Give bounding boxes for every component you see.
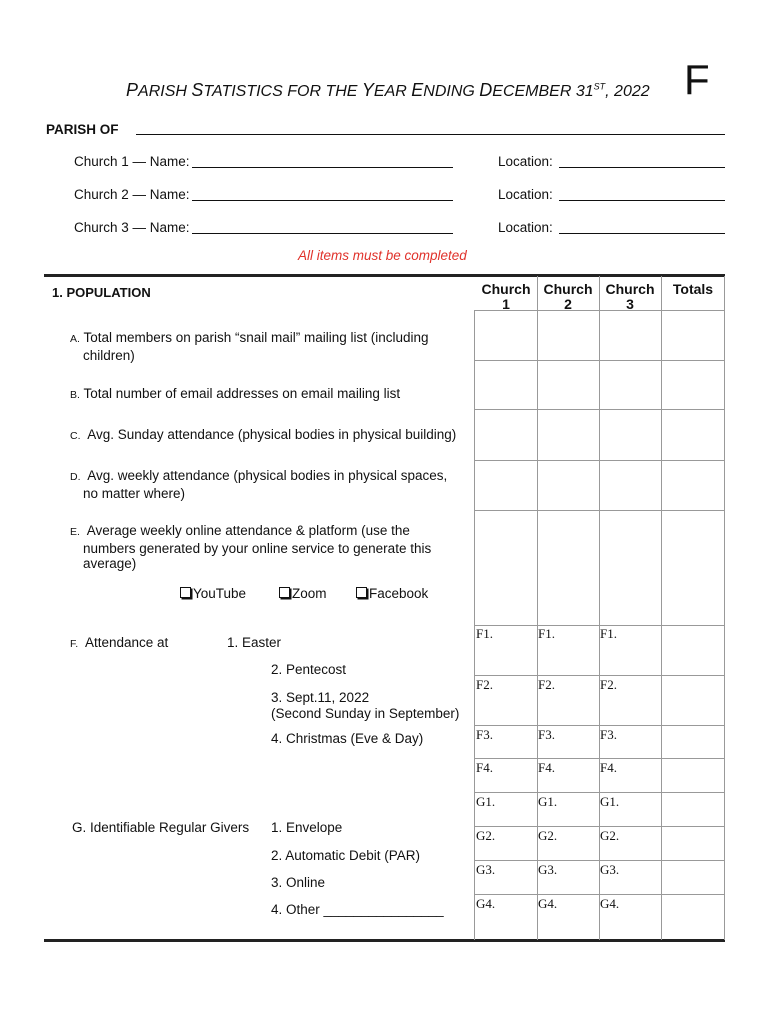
cell-tag: F1. — [538, 626, 555, 641]
church-2-location-label: Location: — [498, 187, 553, 202]
item-f-option-2: 2. Pentecost — [271, 662, 347, 677]
cell-tag: F4. — [600, 760, 617, 775]
checkbox-facebook[interactable]: Facebook — [356, 586, 428, 602]
item-g-option-1: 1. Envelope — [271, 820, 343, 835]
checkbox-youtube[interactable]: YouTube — [180, 586, 246, 602]
item-a: A. Total members on parish “snail mail” mailing list (including children) — [70, 330, 429, 363]
cell-tag: G2. — [600, 828, 620, 843]
church-3-name-label: Church 3 — Name: — [74, 220, 190, 235]
grid-vline — [661, 276, 662, 940]
item-f: F. Attendance at — [70, 635, 169, 650]
grid-hline — [474, 725, 725, 726]
item-b: B. Total number of email addresses on email mailing list — [70, 386, 401, 401]
checkbox-zoom[interactable]: Zoom — [279, 586, 327, 602]
grid-vline — [724, 276, 725, 940]
checkbox-icon — [356, 587, 367, 598]
parish-label: PARISH OF — [46, 122, 119, 137]
item-e: E. Average weekly online attendance & platform (use the numbers generated by your online service to generate this average) — [70, 523, 432, 571]
grid-hline — [474, 860, 725, 861]
item-f-option-1: 1. Easter — [227, 635, 282, 650]
checkbox-icon — [279, 587, 290, 598]
item-g-option-2: 2. Automatic Debit (PAR) — [271, 848, 421, 863]
cell-tag: F4. — [476, 760, 493, 775]
grid-hline — [474, 826, 725, 827]
grid-hline — [474, 758, 725, 759]
grid-hline — [474, 792, 725, 793]
cell-tag: F2. — [476, 677, 493, 692]
item-g: G. Identifiable Regular Givers — [72, 820, 250, 835]
church-1-name-field[interactable] — [192, 167, 453, 168]
grid-hline — [474, 409, 725, 410]
cell-a-church-2[interactable] — [538, 311, 599, 360]
form-title: PARISH STATISTICS FOR THE YEAR ENDING DECEMBER 31ST, 2022 — [126, 80, 650, 100]
grid-hline — [474, 460, 725, 461]
cell-tag: F3. — [538, 727, 555, 742]
column-header-church-1: Church 1 — [481, 281, 531, 312]
cell-tag: G2. — [476, 828, 496, 843]
cell-a-totals[interactable] — [662, 311, 724, 360]
cell-tag: F1. — [476, 626, 493, 641]
completion-notice: All items must be completed — [298, 248, 467, 263]
cell-tag: F1. — [600, 626, 617, 641]
church-1-location-label: Location: — [498, 154, 553, 169]
church-1-name-label: Church 1 — Name: — [74, 154, 190, 169]
table-top-rule — [44, 274, 725, 277]
cell-tag: G3. — [600, 862, 620, 877]
column-header-totals: Totals — [672, 281, 714, 297]
cell-tag: G1. — [600, 794, 620, 809]
section-heading: 1. POPULATION — [52, 285, 151, 300]
item-f-option-3: 3. Sept.11, 2022 (Second Sunday in September) — [271, 690, 460, 721]
item-g-option-4: 4. Other ________________ — [271, 902, 444, 917]
church-3-name-field[interactable] — [192, 233, 453, 234]
church-3-location-field[interactable] — [559, 233, 725, 234]
cell-tag: G1. — [538, 794, 558, 809]
item-d: D. Avg. weekly attendance (physical bodies in physical spaces, no matter where) — [70, 468, 448, 501]
cell-tag: G4. — [600, 896, 620, 911]
form-letter: F — [684, 56, 710, 103]
church-2-location-field[interactable] — [559, 200, 725, 201]
cell-tag: F3. — [600, 727, 617, 742]
cell-tag: G2. — [538, 828, 558, 843]
column-header-church-2: Church 2 — [543, 281, 593, 312]
cell-tag: F3. — [476, 727, 493, 742]
cell-tag: G1. — [476, 794, 496, 809]
parish-name-field[interactable] — [136, 134, 725, 135]
cell-tag: G4. — [538, 896, 558, 911]
cell-a-church-3[interactable] — [600, 311, 661, 360]
cell-tag: G4. — [476, 896, 496, 911]
cell-tag: F4. — [538, 760, 555, 775]
church-3-location-label: Location: — [498, 220, 553, 235]
grid-hline — [474, 894, 725, 895]
cell-tag: G3. — [476, 862, 496, 877]
grid-hline — [474, 675, 725, 676]
cell-tag: F2. — [538, 677, 555, 692]
church-1-location-field[interactable] — [559, 167, 725, 168]
checkbox-icon — [180, 587, 191, 598]
cell-a-church-1[interactable] — [475, 311, 537, 360]
item-g-option-3: 3. Online — [271, 875, 326, 890]
grid-hline — [474, 360, 725, 361]
item-f-option-4: 4. Christmas (Eve & Day) — [271, 731, 424, 746]
column-header-church-3: Church 3 — [605, 281, 655, 312]
table-bottom-rule — [44, 939, 725, 942]
cell-tag: G3. — [538, 862, 558, 877]
item-c: C. Avg. Sunday attendance (physical bodies in physical building) — [70, 427, 457, 442]
church-2-name-label: Church 2 — Name: — [74, 187, 190, 202]
grid-hline — [474, 510, 725, 511]
church-2-name-field[interactable] — [192, 200, 453, 201]
cell-tag: F2. — [600, 677, 617, 692]
